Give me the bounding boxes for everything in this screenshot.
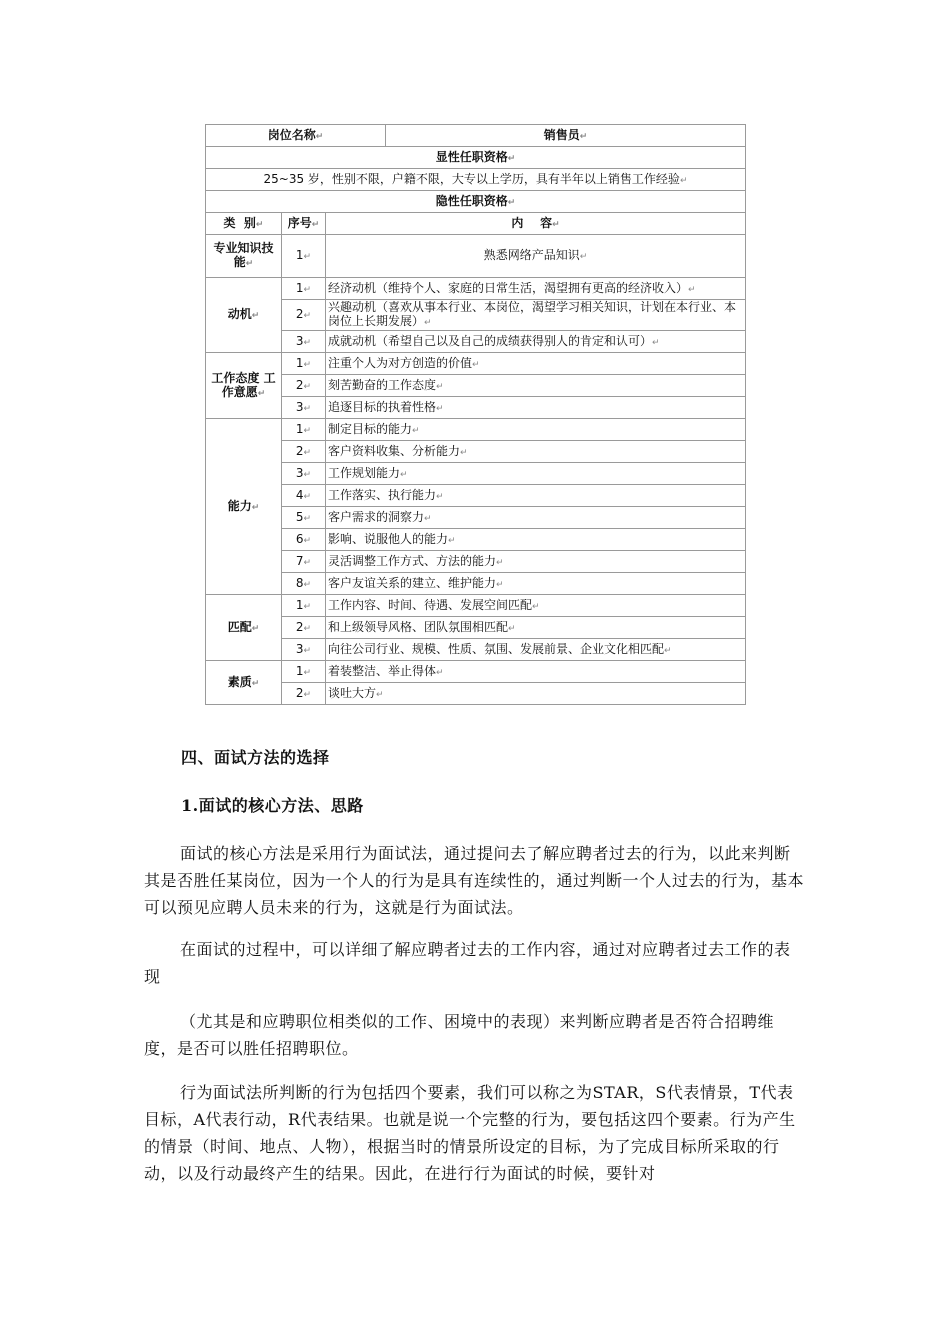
table-row [206, 551, 746, 573]
explicit-qualification-header: 显性任职资格↵ [206, 147, 746, 169]
table-row [206, 595, 746, 617]
index-cell: 1↵ [282, 661, 326, 683]
table-row [206, 463, 746, 485]
index-cell: 1↵ [282, 595, 326, 617]
table-row [206, 683, 746, 705]
content-cell: 和上级领导风格、团队氛围相匹配↵ [326, 617, 746, 639]
content-cell: 成就动机（希望自己以及自己的成绩获得别人的肯定和认可）↵ [326, 331, 746, 353]
table-row [206, 573, 746, 595]
table-row [206, 661, 746, 683]
sub-heading: 1.面试的核心方法、思路 [181, 796, 364, 815]
index-cell: 8↵ [282, 573, 326, 595]
table-row [206, 397, 746, 419]
table-row [206, 235, 746, 278]
content-cell: 客户友谊关系的建立、维护能力↵ [326, 573, 746, 595]
section-heading: 四、面试方法的选择 [181, 748, 330, 767]
content-cell: 熟悉网络产品知识↵ [326, 235, 746, 278]
column-header-category: 类 别↵ [206, 213, 282, 235]
index-cell: 2↵ [282, 441, 326, 463]
index-cell: 3↵ [282, 639, 326, 661]
content-cell: 向往公司行业、规模、性质、氛围、发展前景、企业文化相匹配↵ [326, 639, 746, 661]
index-cell: 2↵ [282, 683, 326, 705]
table-row [206, 278, 746, 300]
table-row [206, 191, 746, 213]
index-cell: 1↵ [282, 419, 326, 441]
table-row [206, 617, 746, 639]
index-cell: 1↵ [282, 278, 326, 300]
paragraph-3: （尤其是和应聘职位相类似的工作、困境中的表现）来判断应聘者是否符合招聘维度，是否可以胜任招聘职位。 [144, 1012, 775, 1058]
content-cell: 制定目标的能力↵ [326, 419, 746, 441]
table-row [206, 125, 746, 147]
category-cell: 素质↵ [206, 661, 282, 705]
column-header-index: 序号↵ [282, 213, 326, 235]
content-cell: 谈吐大方↵ [326, 683, 746, 705]
content-cell: 工作规划能力↵ [326, 463, 746, 485]
content-cell: 影响、说服他人的能力↵ [326, 529, 746, 551]
index-cell: 3↵ [282, 331, 326, 353]
job-requirements-table [205, 124, 746, 705]
category-cell: 匹配↵ [206, 595, 282, 661]
content-cell: 灵活调整工作方式、方法的能力↵ [326, 551, 746, 573]
table-header-row [206, 213, 746, 235]
content-cell: 客户需求的洞察力↵ [326, 507, 746, 529]
index-cell: 3↵ [282, 463, 326, 485]
content-cell: 经济动机（维持个人、家庭的日常生活，渴望拥有更高的经济收入）↵ [326, 278, 746, 300]
column-header-content: 内 容↵ [326, 213, 746, 235]
table-row [206, 169, 746, 191]
index-cell: 5↵ [282, 507, 326, 529]
index-cell: 3↵ [282, 397, 326, 419]
table-row [206, 441, 746, 463]
content-cell: 刻苦勤奋的工作态度↵ [326, 375, 746, 397]
paragraph-1: 面试的核心方法是采用行为面试法，通过提问去了解应聘者过去的行为，以此来判断其是否胜任某岗位，因为一个人的行为是具有连续性的，通过判断一个人过去的行为，基本可以预见应聘人员未来的行为，这就是行为面试法。 [144, 844, 805, 917]
index-cell: 1↵ [282, 353, 326, 375]
table-row [206, 639, 746, 661]
paragraph-2: 在面试的过程中，可以详细了解应聘者过去的工作内容，通过对应聘者过去工作的表现 [144, 940, 791, 986]
content-cell: 客户资料收集、分析能力↵ [326, 441, 746, 463]
content-cell: 注重个人为对方创造的价值↵ [326, 353, 746, 375]
category-cell: 专业知识技能↵ [206, 235, 282, 278]
implicit-qualification-header: 隐性任职资格↵ [206, 191, 746, 213]
job-title-label: 岗位名称↵ [206, 125, 386, 147]
index-cell: 4↵ [282, 485, 326, 507]
index-cell: 2↵ [282, 375, 326, 397]
table-row [206, 419, 746, 441]
content-cell: 工作落实、执行能力↵ [326, 485, 746, 507]
index-cell: 1↵ [282, 235, 326, 278]
table-row [206, 529, 746, 551]
table-row [206, 507, 746, 529]
table-row [206, 375, 746, 397]
index-cell: 6↵ [282, 529, 326, 551]
table-row [206, 485, 746, 507]
category-cell: 能力↵ [206, 419, 282, 595]
table-row [206, 353, 746, 375]
job-title-value: 销售员↵ [386, 125, 746, 147]
content-cell: 工作内容、时间、待遇、发展空间匹配↵ [326, 595, 746, 617]
table-row [206, 147, 746, 169]
index-cell: 2↵ [282, 300, 326, 331]
content-cell: 着装整洁、举止得体↵ [326, 661, 746, 683]
content-cell: 兴趣动机（喜欢从事本行业、本岗位，渴望学习相关知识，计划在本行业、本岗位上长期发展）↵ [326, 300, 746, 331]
category-cell: 动机↵ [206, 278, 282, 353]
table-row [206, 300, 746, 331]
content-cell: 追逐目标的执着性格↵ [326, 397, 746, 419]
table-row [206, 331, 746, 353]
index-cell: 2↵ [282, 617, 326, 639]
category-cell: 工作态度 工作意愿↵ [206, 353, 282, 419]
explicit-qualification-text: 25~35 岁，性别不限，户籍不限，大专以上学历，具有半年以上销售工作经验↵ [206, 169, 746, 191]
paragraph-4: 行为面试法所判断的行为包括四个要素，我们可以称之为STAR，S代表情景，T代表目标，A代表行动，R代表结果。也就是说一个完整的行为，要包括这四个要素。行为产生的情景（时间、地点、人物），根据当时的情景所设定的目标，为了完成目标所采取的行动，以及行动最终产生的结果。因此，在进行行为面试的时候，要针对 [144, 1083, 796, 1183]
index-cell: 7↵ [282, 551, 326, 573]
